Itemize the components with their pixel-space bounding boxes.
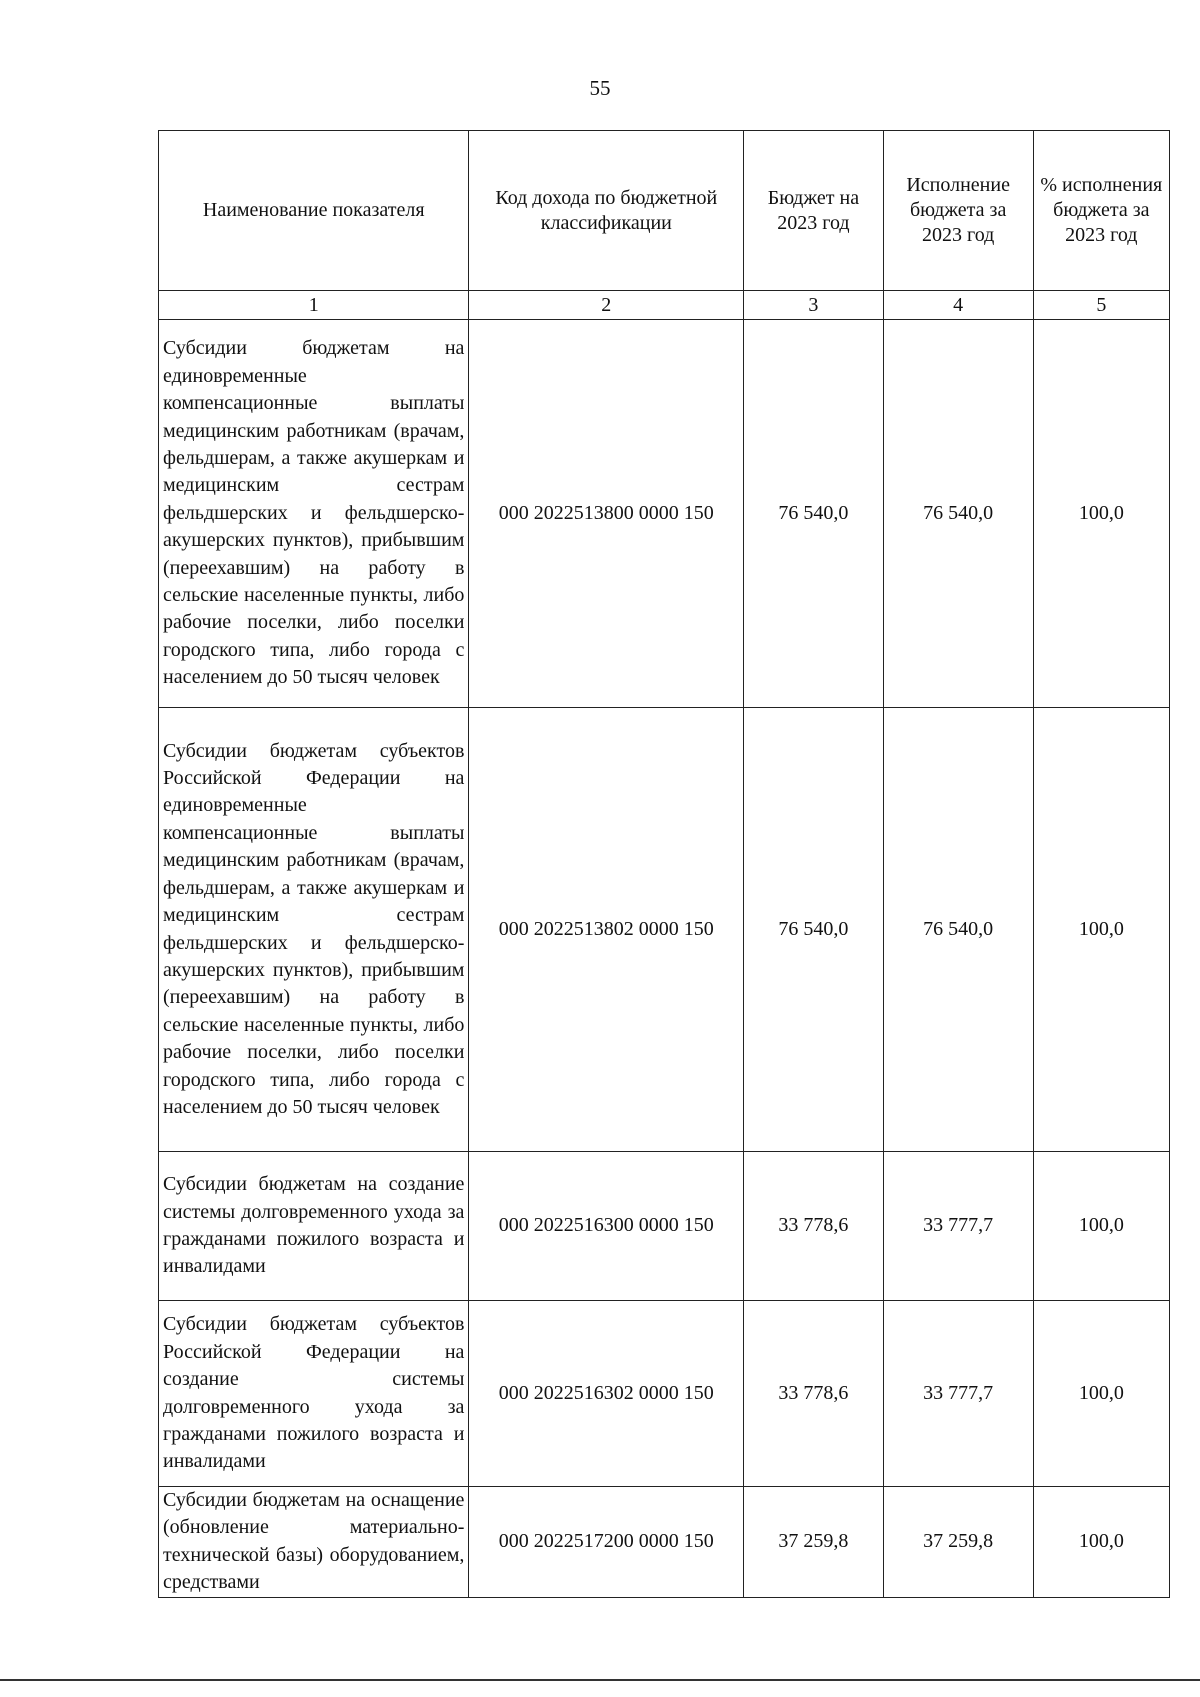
budget-value: 76 540,0 — [744, 320, 883, 708]
execution-percent: 100,0 — [1033, 1487, 1169, 1598]
income-code: 000 2022516302 0000 150 — [469, 1301, 744, 1487]
execution-percent: 100,0 — [1033, 708, 1169, 1152]
indicator-name: Субсидии бюджетам на создание системы долговременного ухода за гражданами пожилого возраста и инвалидами — [159, 1152, 469, 1301]
table-row — [159, 1152, 1170, 1301]
income-code: 000 2022513802 0000 150 — [469, 708, 744, 1152]
column-number-row — [159, 291, 1170, 320]
table-row — [159, 1301, 1170, 1487]
budget-value: 33 778,6 — [744, 1301, 883, 1487]
column-number: 5 — [1033, 291, 1169, 320]
budget-value: 76 540,0 — [744, 708, 883, 1152]
table-row — [159, 1487, 1170, 1598]
page-number: 55 — [589, 76, 611, 100]
income-code: 000 2022516300 0000 150 — [469, 1152, 744, 1301]
budget-execution-table — [158, 130, 1170, 1598]
table-row — [159, 320, 1170, 708]
column-number: 4 — [883, 291, 1033, 320]
budget-value: 33 778,6 — [744, 1152, 883, 1301]
execution-value: 37 259,8 — [883, 1487, 1033, 1598]
header-budget: Бюджет на 2023 год — [744, 131, 883, 291]
table-header-row — [159, 131, 1170, 291]
header-execution: Исполнение бюджета за 2023 год — [883, 131, 1033, 291]
execution-value: 33 777,7 — [883, 1301, 1033, 1487]
execution-value: 76 540,0 — [883, 320, 1033, 708]
execution-value: 33 777,7 — [883, 1152, 1033, 1301]
header-income-code: Код дохода по бюджетной классификации — [469, 131, 744, 291]
table-row — [159, 708, 1170, 1152]
header-indicator-name: Наименование показателя — [159, 131, 469, 291]
execution-percent: 100,0 — [1033, 1301, 1169, 1487]
execution-percent: 100,0 — [1033, 1152, 1169, 1301]
execution-percent: 100,0 — [1033, 320, 1169, 708]
indicator-name: Субсидии бюджетам субъектов Российской Федерации на единовременные компенсационные выплаты медицинским работникам (врачам, фельдшерам, а также акушеркам и медицинским сестрам фельдшерских и фельдшерско-акушерских пунктов), прибывшим (переехавшим) на работу в сельские населенные пункты, либо рабочие поселки, либо поселки городского типа, либо города с населением до 50 тысяч человек — [159, 708, 469, 1152]
budget-value: 37 259,8 — [744, 1487, 883, 1598]
income-code: 000 2022513800 0000 150 — [469, 320, 744, 708]
page-footer-rule — [0, 1679, 1200, 1681]
column-number: 1 — [159, 291, 469, 320]
indicator-name: Субсидии бюджетам на единовременные компенсационные выплаты медицинским работникам (врачам, фельдшерам, а также акушеркам и медицинским сестрам фельдшерских и фельдшерско-акушерских пунктов), прибывшим (переехавшим) на работу в сельские населенные пункты, либо рабочие поселки, либо поселки городского типа, либо города с населением до 50 тысяч человек — [159, 320, 469, 708]
execution-value: 76 540,0 — [883, 708, 1033, 1152]
indicator-name: Субсидии бюджетам на оснащение (обновление материально-технической базы) оборудованием, средствами — [159, 1487, 469, 1598]
income-code: 000 2022517200 0000 150 — [469, 1487, 744, 1598]
header-execution-percent: % исполнения бюджета за 2023 год — [1033, 131, 1169, 291]
indicator-name: Субсидии бюджетам субъектов Российской Федерации на создание системы долговременного ухода за гражданами пожилого возраста и инвалидами — [159, 1301, 469, 1487]
column-number: 3 — [744, 291, 883, 320]
column-number: 2 — [469, 291, 744, 320]
